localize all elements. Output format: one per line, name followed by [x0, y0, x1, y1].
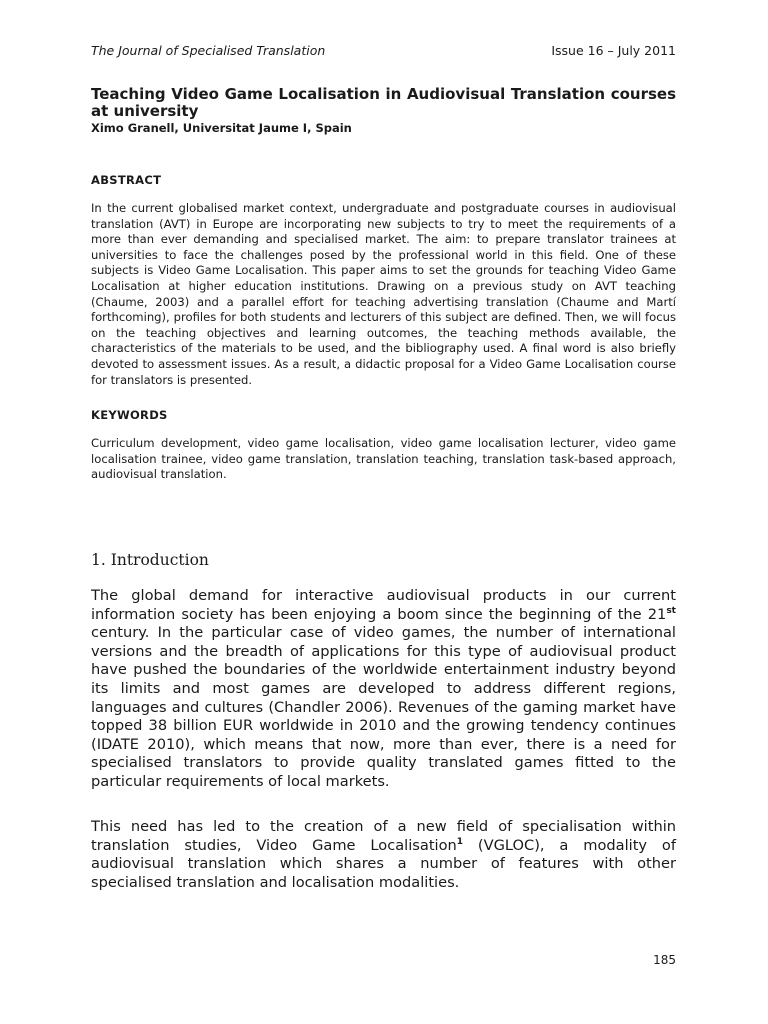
- introduction-paragraph-2: This need has led to the creation of a new field of specialisation within translation studies, Video Game Localisation$^1$ (VGLOC), a modality of audiovisual translation which shares a number of features with other specialised translation and localisation modalities.: [91, 818, 676, 891]
- article-title: Teaching Video Game Localisation in Audiovisual Translation courses at university: [91, 85, 676, 120]
- keywords-text: Curriculum development, video game localisation, video game localisation lecturer, video game localisation trainee, video game translation, translation teaching, translation task-based approach, audiovisual translation.: [91, 436, 676, 482]
- article-author: Ximo Granell, Universitat Jaume I, Spain: [91, 121, 352, 135]
- abstract-text: In the current globalised market context, undergraduate and postgraduate courses in audiovisual translation (AVT) in Europe are incorporating new subjects to try to meet the requirements of a more than ever demanding and specialised market. The aim: to prepare translator trainees at universities to face the challenges posed by the professional world in this field. One of these subjects is Video Game Localisation. This paper aims to set the grounds for teaching Video Game Localisation at higher education institutions. Drawing on a previous study on AVT teaching (Chaume, 2003) and a parallel effort for teaching advertising translation (Chaume and Martí forthcoming), profiles for both students and lecturers of this subject are defined. Then, we will focus on the teaching objectives and learning outcomes, the teaching methods available, the characteristics of the materials to be used, and the bibliography used. A final word is also briefly devoted to assessment issues. As a result, a didactic proposal for a Video Game Localisation course for translators is presented.: [91, 201, 676, 387]
- introduction-heading: 1. Introduction: [91, 551, 209, 569]
- paper-page: [91, 0, 676, 1024]
- issue-info: Issue 16 – July 2011: [551, 43, 676, 58]
- keywords-label: KEYWORDS: [91, 408, 168, 422]
- page-number: 185: [653, 953, 676, 967]
- journal-name: The Journal of Specialised Translation: [91, 43, 326, 58]
- introduction-paragraph-1: The global demand for interactive audiovisual products in our current information society has been enjoying a boom since the beginning of the 21st century. In the particular case of video games, the number of international versions and the breadth of applications for this type of audiovisual product have pushed the boundaries of the worldwide entertainment industry beyond its limits and most games are developed to address different regions, languages and cultures (Chandler 2006). Revenues of the gaming market have topped 38 billion EUR worldwide in 2010 and the growing tendency continues (IDATE 2010), which means that now, more than ever, there is a need for specialised translators to provide quality translated games fitted to the particular requirements of local markets.: [91, 587, 676, 790]
- abstract-label: ABSTRACT: [91, 173, 162, 187]
